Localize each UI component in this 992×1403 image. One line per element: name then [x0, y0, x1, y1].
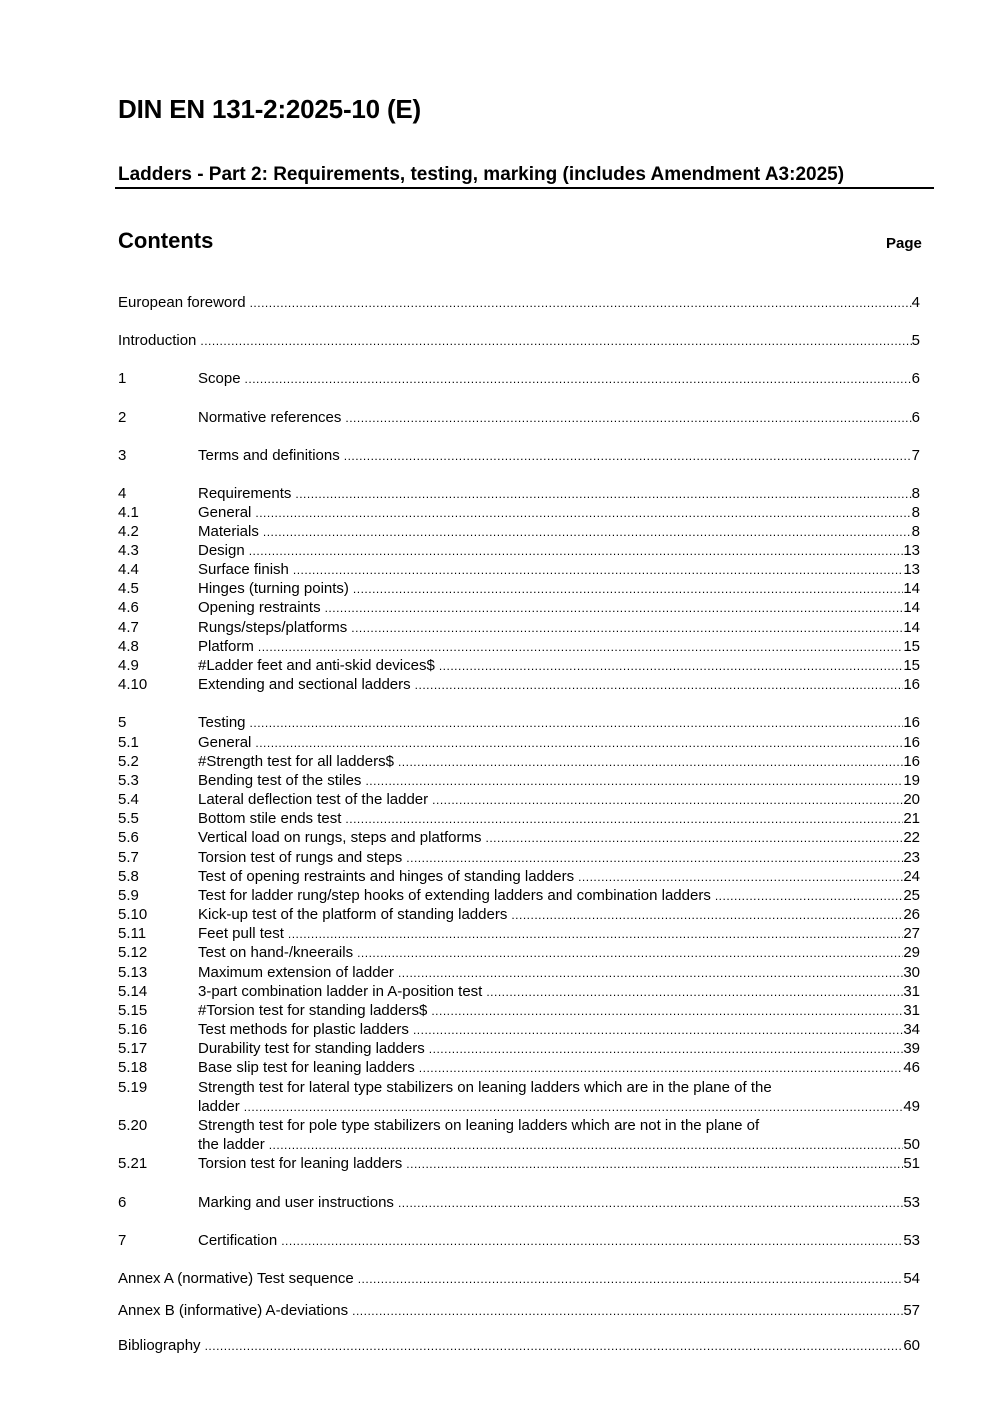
toc-entry-text: Scope: [198, 370, 241, 387]
toc-entry-text: Test for ladder rung/step hooks of extending ladders and combination ladders: [198, 887, 711, 904]
toc-entry-number: 5: [118, 714, 127, 731]
toc-entry-page: 30: [903, 964, 920, 981]
toc-entry-text: Maximum extension of ladder: [198, 964, 394, 981]
toc-entry-5-5[interactable]: [118, 809, 920, 828]
toc-entry-number: 5.11: [118, 925, 147, 942]
toc-entry-page: 21: [903, 810, 920, 827]
toc-entry-5-6[interactable]: [118, 828, 920, 847]
toc-entry-number: 5.19: [118, 1079, 148, 1096]
toc-entry-page: 25: [903, 887, 920, 904]
toc-entry-text: Rungs/steps/platforms: [198, 619, 348, 636]
toc-entry-page: 19: [903, 772, 920, 789]
toc-entry-5-10[interactable]: [118, 905, 920, 924]
toc-dot-leader: [486, 983, 903, 1002]
toc-entry-5[interactable]: [118, 713, 920, 732]
toc-entry-text: Materials: [198, 523, 259, 540]
toc-dot-leader: [398, 1194, 903, 1213]
toc-entry-page: 20: [903, 791, 920, 808]
toc-dot-leader: [406, 1155, 903, 1174]
toc-dot-leader: [439, 657, 903, 676]
toc-entry-text: Normative references: [198, 409, 342, 426]
toc-entry-text: Torsion test for leaning ladders: [198, 1155, 403, 1172]
toc-entry-text: Bending test of the stiles: [198, 772, 362, 789]
toc-dot-leader: [429, 1040, 904, 1059]
toc-entry-page: 27: [903, 925, 920, 942]
toc-entry-text: Torsion test of rungs and steps: [198, 849, 403, 866]
toc-entry-text: General: [198, 734, 252, 751]
toc-entry-number: 4.8: [118, 638, 139, 655]
toc-dot-leader: [295, 485, 911, 504]
toc-entry-number: 4: [118, 485, 127, 502]
toc-entry-page: 26: [903, 906, 920, 923]
toc-entry-annex-a[interactable]: [118, 1269, 920, 1288]
toc-entry-4-9[interactable]: [118, 656, 920, 675]
toc-entry-page: 31: [903, 1002, 920, 1019]
toc-entry-page: 8: [911, 485, 920, 502]
toc-entry-text: General: [198, 504, 252, 521]
toc-entry-5-19-continuation[interactable]: [118, 1097, 920, 1116]
toc-entry-number: 5.21: [118, 1155, 148, 1172]
toc-entry-text-continuation: the ladder: [198, 1136, 265, 1153]
toc-entry-text: Test methods for plastic ladders: [198, 1021, 409, 1038]
toc-entry-2[interactable]: [118, 408, 920, 427]
toc-dot-leader: [263, 523, 912, 542]
toc-dot-leader: [281, 1232, 903, 1251]
toc-entry-page: 13: [903, 561, 920, 578]
toc-entry-text: Platform: [198, 638, 254, 655]
toc-entry-5-8[interactable]: [118, 867, 920, 886]
toc-entry-number: 5.12: [118, 944, 148, 961]
toc-dot-leader: [250, 294, 912, 313]
toc-entry-number: 5.10: [118, 906, 148, 923]
toc-entry-text: Testing: [198, 714, 246, 731]
toc-entry-number: 4.4: [118, 561, 139, 578]
toc-entry-annex-b[interactable]: [118, 1301, 920, 1320]
toc-entry-text: Test on hand-/kneerails: [198, 944, 354, 961]
toc-entry-page: 14: [903, 599, 920, 616]
toc-dot-leader: [269, 1136, 904, 1155]
toc-entry-text: Terms and definitions: [198, 447, 340, 464]
toc-entry-page: 51: [903, 1155, 920, 1172]
toc-entry-number: 5.7: [118, 849, 139, 866]
toc-entry-number: 7: [118, 1232, 127, 1249]
toc-entry-5-11[interactable]: [118, 924, 920, 943]
toc-entry-page: 16: [903, 714, 920, 731]
toc-entry-page: 31: [903, 983, 920, 1000]
toc-entry-introduction[interactable]: [118, 331, 920, 350]
toc-entry-page: 53: [903, 1232, 920, 1249]
toc-entry-text: Durability test for standing ladders: [198, 1040, 425, 1057]
toc-entry-page: 16: [903, 753, 920, 770]
toc-entry-page: 6: [911, 409, 920, 426]
toc-dot-leader: [419, 1059, 904, 1078]
toc-dot-leader: [205, 1337, 904, 1356]
toc-entry-page: 16: [903, 734, 920, 751]
toc-dot-leader: [406, 849, 903, 868]
toc-entry-5-9[interactable]: [118, 886, 920, 905]
toc-dot-leader: [200, 332, 911, 351]
toc-entry-number: 5.13: [118, 964, 148, 981]
toc-dot-leader: [351, 619, 903, 638]
toc-entry-5-21[interactable]: [118, 1154, 920, 1173]
toc-entry-text: Marking and user instructions: [198, 1194, 394, 1211]
toc-entry-text: Lateral deflection test of the ladder: [198, 791, 429, 808]
toc-entry-number: 2: [118, 409, 127, 426]
toc-entry-page: 13: [903, 542, 920, 559]
page-column-label: Page: [886, 235, 922, 252]
toc-entry-page: 29: [903, 944, 920, 961]
toc-entry-number: 4.10: [118, 676, 148, 693]
toc-dot-leader: [293, 561, 903, 580]
toc-entry-number: 4.2: [118, 523, 139, 540]
toc-dot-leader: [715, 887, 903, 906]
toc-entry-text: #Ladder feet and anti-skid devices$: [198, 657, 435, 674]
toc-entry-page: 7: [911, 447, 920, 464]
toc-entry-text: Bibliography: [118, 1337, 201, 1354]
toc-entry-text-continuation: ladder: [198, 1098, 240, 1115]
toc-dot-leader: [249, 542, 904, 561]
toc-dot-leader: [345, 810, 903, 829]
toc-entry-page: 57: [903, 1302, 920, 1319]
toc-entry-text: Extending and sectional ladders: [198, 676, 411, 693]
toc-entry-text: Bottom stile ends test: [198, 810, 342, 827]
toc-entry-text: Surface finish: [198, 561, 289, 578]
toc-dot-leader: [415, 676, 904, 695]
toc-dot-leader: [255, 504, 911, 523]
toc-entry-page: 22: [903, 829, 920, 846]
toc-entry-page: 5: [911, 332, 920, 349]
toc-entry-text: European foreword: [118, 294, 246, 311]
title-underline: [115, 187, 934, 189]
toc-entry-bibliography[interactable]: [118, 1336, 920, 1355]
toc-entry-5-7[interactable]: [118, 848, 920, 867]
toc-entry-page: 14: [903, 619, 920, 636]
toc-entry-text: 3-part combination ladder in A-position test: [198, 983, 483, 1000]
toc-entry-text: Vertical load on rungs, steps and platforms: [198, 829, 482, 846]
toc-entry-page: 39: [903, 1040, 920, 1057]
toc-entry-page: 15: [903, 657, 920, 674]
document-title: Ladders - Part 2: Requirements, testing, marking (includes Amendment A3:2025): [118, 164, 845, 185]
toc-entry-5-2[interactable]: [118, 752, 920, 771]
toc-entry-3[interactable]: [118, 446, 920, 465]
toc-entry-text: #Strength test for all ladders$: [198, 753, 394, 770]
toc-entry-page: 46: [903, 1059, 920, 1076]
toc-entry-page: 8: [911, 504, 920, 521]
toc-entry-text: Annex B (informative) A-deviations: [118, 1302, 349, 1319]
toc-dot-leader: [398, 753, 903, 772]
toc-entry-number: 5.2: [118, 753, 139, 770]
toc-dot-leader: [325, 599, 904, 618]
toc-dot-leader: [245, 370, 912, 389]
toc-entry-4-7[interactable]: [118, 618, 920, 637]
toc-entry-page: 6: [911, 370, 920, 387]
toc-entry-number: 5.9: [118, 887, 139, 904]
toc-entry-4-1[interactable]: [118, 503, 920, 522]
toc-entry-number: 5.14: [118, 983, 148, 1000]
document-id: DIN EN 131-2:2025-10 (E): [118, 94, 421, 124]
toc-entry-5-14[interactable]: [118, 982, 920, 1001]
toc-entry-5-4[interactable]: [118, 790, 920, 809]
toc-entry-7[interactable]: [118, 1231, 920, 1250]
toc-entry-number: 6: [118, 1194, 127, 1211]
toc-entry-4-4[interactable]: [118, 560, 920, 579]
toc-entry-page: 50: [903, 1136, 920, 1153]
toc-entry-5-3[interactable]: [118, 771, 920, 790]
toc-entry-4-6[interactable]: [118, 598, 920, 617]
toc-entry-number: 4.3: [118, 542, 139, 559]
toc-entry-5-16[interactable]: [118, 1020, 920, 1039]
toc-entry-5-17[interactable]: [118, 1039, 920, 1058]
toc-entry-text: Base slip test for leaning ladders: [198, 1059, 415, 1076]
toc-entry-number: 5.6: [118, 829, 139, 846]
toc-dot-leader: [352, 1302, 903, 1321]
toc-dot-leader: [431, 1002, 903, 1021]
toc-entry-5-18[interactable]: [118, 1058, 920, 1077]
toc-entry-number: 4.5: [118, 580, 139, 597]
toc-dot-leader: [353, 580, 903, 599]
toc-dot-leader: [511, 906, 903, 925]
toc-entry-page: 49: [903, 1098, 920, 1115]
toc-entry-page: 15: [903, 638, 920, 655]
toc-entry-page: 4: [911, 294, 920, 311]
toc-dot-leader: [432, 791, 903, 810]
toc-entry-number: 5.4: [118, 791, 139, 808]
toc-entry-6[interactable]: [118, 1193, 920, 1212]
toc-entry-number: 5.1: [118, 734, 139, 751]
toc-entry-number: 5.5: [118, 810, 139, 827]
toc-dot-leader: [345, 409, 911, 428]
toc-entry-4-8[interactable]: [118, 637, 920, 656]
toc-entry-page: 14: [903, 580, 920, 597]
contents-heading: Contents: [118, 228, 214, 253]
toc-entry-5-15[interactable]: [118, 1001, 920, 1020]
toc-entry-text: Hinges (turning points): [198, 580, 349, 597]
toc-entry-4[interactable]: [118, 484, 920, 503]
toc-entry-page: 16: [903, 676, 920, 693]
toc-entry-text: Strength test for pole type stabilizers on leaning ladders which are not in the plane of: [198, 1117, 760, 1134]
toc-entry-page: 34: [903, 1021, 920, 1038]
toc-entry-5-19[interactable]: [118, 1078, 920, 1097]
toc-entry-page: 53: [903, 1194, 920, 1211]
toc-entry-number: 3: [118, 447, 127, 464]
toc-entry-4-3[interactable]: [118, 541, 920, 560]
toc-entry-4-10[interactable]: [118, 675, 920, 694]
toc-entry-number: 4.9: [118, 657, 139, 674]
toc-entry-european-foreword[interactable]: [118, 293, 920, 312]
toc-entry-text: Certification: [198, 1232, 278, 1249]
toc-dot-leader: [255, 734, 903, 753]
toc-entry-number: 4.7: [118, 619, 139, 636]
toc-dot-leader: [250, 714, 904, 733]
toc-entry-number: 1: [118, 370, 127, 387]
toc-entry-text: Annex A (normative) Test sequence: [118, 1270, 354, 1287]
toc-entry-text: #Torsion test for standing ladders$: [198, 1002, 428, 1019]
toc-entry-page: 23: [903, 849, 920, 866]
toc-entry-text: Design: [198, 542, 245, 559]
toc-dot-leader: [288, 925, 903, 944]
toc-dot-leader: [413, 1021, 903, 1040]
toc-entry-page: 60: [903, 1337, 920, 1354]
toc-entry-number: 5.15: [118, 1002, 148, 1019]
toc-dot-leader: [258, 638, 903, 657]
toc-entry-number: 5.16: [118, 1021, 148, 1038]
toc-entry-text: Requirements: [198, 485, 292, 502]
toc-entry-text: Feet pull test: [198, 925, 284, 942]
toc-dot-leader: [578, 868, 903, 887]
toc-entry-5-1[interactable]: [118, 733, 920, 752]
toc-dot-leader: [486, 829, 904, 848]
toc-entry-number: 5.20: [118, 1117, 148, 1134]
toc-entry-5-20[interactable]: [118, 1116, 920, 1135]
toc-dot-leader: [365, 772, 903, 791]
toc-entry-page: 54: [903, 1270, 920, 1287]
toc-dot-leader: [244, 1098, 904, 1117]
toc-dot-leader: [358, 1270, 904, 1289]
toc-dot-leader: [344, 447, 912, 466]
toc-dot-leader: [357, 944, 903, 963]
toc-entry-text: Kick-up test of the platform of standing ladders: [198, 906, 508, 923]
toc-entry-page: 24: [903, 868, 920, 885]
toc-entry-page: 8: [911, 523, 920, 540]
toc-entry-text: Test of opening restraints and hinges of standing ladders: [198, 868, 575, 885]
toc-entry-4-5[interactable]: [118, 579, 920, 598]
toc-entry-4-2[interactable]: [118, 522, 920, 541]
toc-entry-number: 4.6: [118, 599, 139, 616]
toc-entry-1[interactable]: [118, 369, 920, 388]
toc-entry-number: 5.8: [118, 868, 139, 885]
toc-entry-5-12[interactable]: [118, 943, 920, 962]
toc-entry-text: Introduction: [118, 332, 197, 349]
toc-entry-5-13[interactable]: [118, 963, 920, 982]
toc-entry-text: Opening restraints: [198, 599, 321, 616]
toc-entry-5-20-continuation[interactable]: [118, 1135, 920, 1154]
toc-entry-number: 5.17: [118, 1040, 148, 1057]
toc-entry-number: 5.18: [118, 1059, 148, 1076]
toc-entry-number: 5.3: [118, 772, 139, 789]
toc-entry-text: Strength test for lateral type stabilizers on leaning ladders which are in the plane of the: [198, 1079, 772, 1096]
toc-entry-number: 4.1: [118, 504, 139, 521]
toc-dot-leader: [398, 964, 903, 983]
